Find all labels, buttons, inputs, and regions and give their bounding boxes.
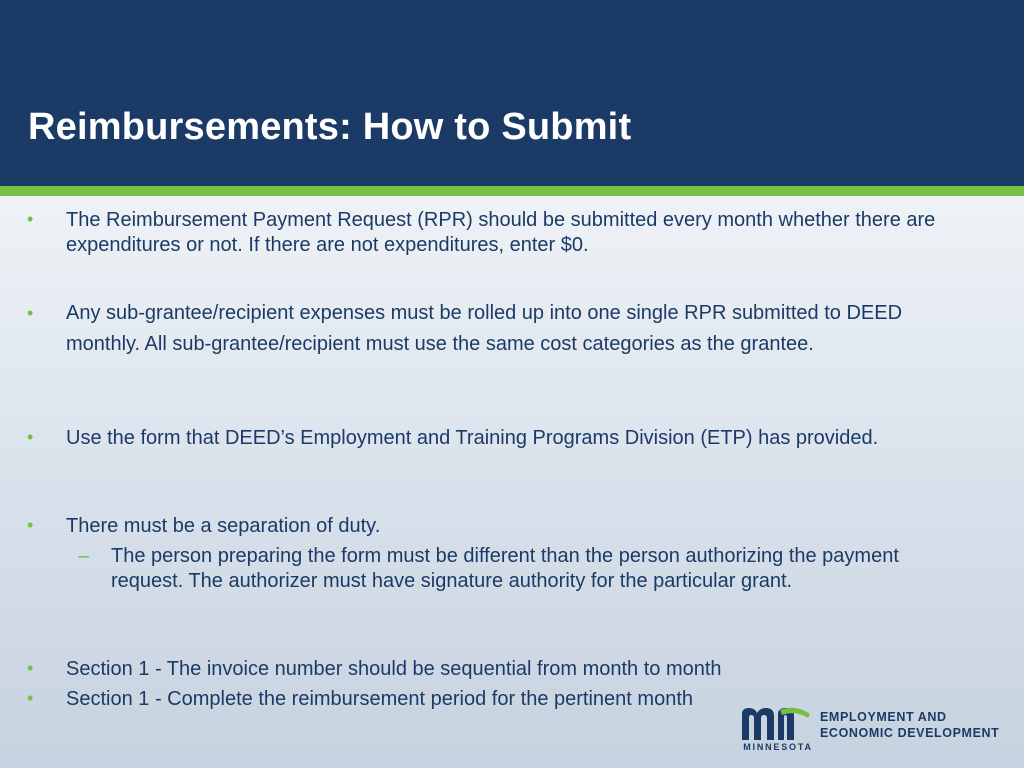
logo-state-name: MINNESOTA bbox=[743, 742, 813, 752]
sub-bullet-text: The person preparing the form must be different than the person authorizing the payment request. The authorizer must have signature authority for the particular grant. bbox=[111, 545, 899, 592]
bullet-icon: • bbox=[27, 688, 34, 708]
minnesota-logo-mark-icon bbox=[740, 704, 814, 740]
slide-title: Reimbursements: How to Submit bbox=[28, 106, 632, 148]
bullet-icon: • bbox=[27, 515, 34, 535]
bullet-text: Any sub-grantee/recipient expenses must be rolled up into one single RPR submitted to DEED monthly. All sub-grantee/recipient must use the same cost categories as the grantee. bbox=[66, 302, 903, 355]
logo-agency-line-2: ECONOMIC DEVELOPMENT bbox=[820, 726, 1000, 740]
bullet-text: Section 1 - Complete the reimbursement period for the pertinent month bbox=[66, 688, 693, 710]
bullet-text: The Reimbursement Payment Request (RPR) should be submitted every month whether there are expenditures or not. If there are not expenditures, enter $0. bbox=[66, 209, 936, 256]
bullet-icon: • bbox=[27, 303, 34, 323]
bullet-text: There must be a separation of duty. bbox=[66, 515, 381, 537]
deed-logo bbox=[740, 704, 1010, 754]
bullet-icon: • bbox=[27, 209, 34, 229]
bullet-text: Use the form that DEED’s Employment and Training Programs Division (ETP) has provided. bbox=[66, 427, 879, 449]
bullet-icon: • bbox=[27, 658, 34, 678]
sub-bullet-icon: – bbox=[78, 545, 90, 567]
bullet-text: Section 1 - The invoice number should be sequential from month to month bbox=[66, 658, 722, 680]
bullet-icon: • bbox=[27, 427, 34, 447]
logo-agency-line-1: EMPLOYMENT AND bbox=[820, 710, 947, 724]
